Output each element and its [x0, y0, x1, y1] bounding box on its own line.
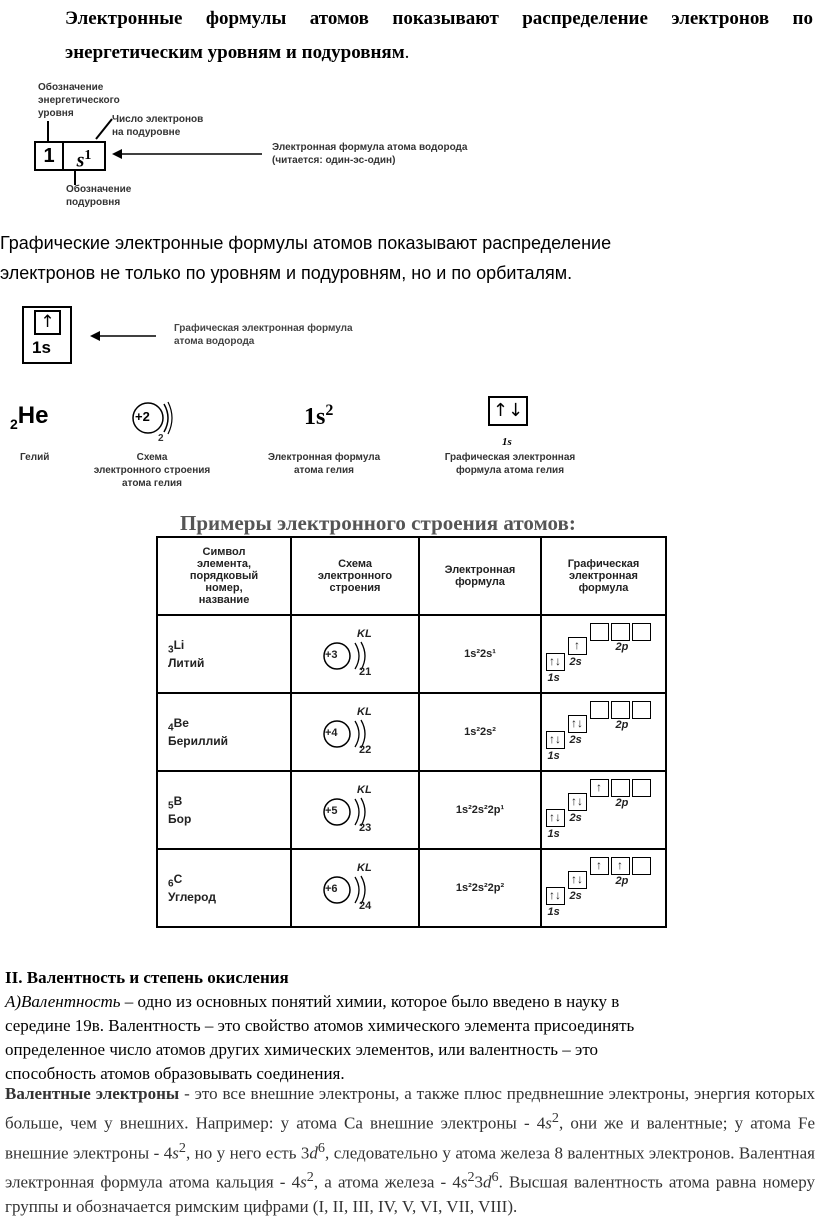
element-cell: $_3$Li Литий	[157, 615, 291, 693]
orbital-1s: ↑↓	[546, 887, 565, 905]
val-text-4: , следовательно у атома железа 8 валентных электронов. Валентная электронная формула атома кальция - 4	[5, 1143, 815, 1192]
helium-example	[0, 396, 816, 506]
examples-table	[156, 536, 667, 928]
graphic-cell	[541, 693, 666, 771]
val-text-6: 3	[474, 1172, 484, 1192]
diagram2-caption: Графическая электронная формула атома водорода	[174, 323, 353, 347]
table-row	[157, 615, 666, 693]
hydrogen-orbital-diagram	[0, 300, 816, 366]
scheme-cell: KL +3 21	[291, 615, 419, 693]
orbital-2p	[590, 623, 609, 641]
sublevel-label: Обозначение подуровня	[66, 184, 132, 208]
energy-level-label: Обозначение энергетического уровня	[38, 82, 120, 119]
orbital-caption-arrow	[90, 330, 156, 342]
electron-count-pointer	[92, 117, 116, 143]
intro-line-2: энергетическим уровням и подуровням	[65, 42, 405, 63]
label-2p: 2p	[615, 875, 629, 887]
def-line-1: – одно из основных понятий химии, которое было введено в науку в	[120, 992, 620, 1011]
helium-symbol: $_2$He	[10, 402, 49, 432]
orbital-2s: ↑	[568, 637, 587, 655]
val-text-7: . Высшая валентность атома равна номеру группы и обозначается римским цифрами (I, II, III, IV, V, VI, VII, VIII).	[5, 1172, 815, 1216]
def-line-3: определенное число атомов других химических элементов, или валентность – это	[5, 1040, 599, 1059]
label-1s: 1s	[547, 906, 560, 918]
table-row	[157, 693, 666, 771]
orbital-2p	[590, 701, 609, 719]
label-2s: 2s	[569, 734, 582, 746]
orbital-2p	[632, 779, 651, 797]
label-2p: 2p	[615, 797, 629, 809]
formula-cell: 1s²2s¹	[419, 615, 541, 693]
formula-cell: 1s²2s²2p¹	[419, 771, 541, 849]
orbital-1s: ↑↓	[546, 653, 565, 671]
def-line-4: способность атомов образовывать соединения.	[5, 1064, 345, 1083]
graphic-cell	[541, 849, 666, 927]
table-header-row	[157, 537, 666, 615]
orbital-2p	[611, 779, 630, 797]
formula-cell: 1s²2s²	[419, 693, 541, 771]
formula-count: 1	[84, 148, 92, 163]
orbital-label: 1s	[32, 338, 51, 357]
label-2s: 2s	[569, 656, 582, 668]
orbital-2p	[632, 623, 651, 641]
intro-line-1: Электронные формулы атомов показывают распределение электронов по	[65, 8, 813, 29]
helium-name: Гелий	[20, 452, 50, 463]
caption-arrow	[112, 147, 262, 161]
electron-formula-diagram	[0, 75, 816, 215]
helium-graphic-cell: ↑↓	[488, 396, 528, 426]
val-text-2: , они же и валентные; у атома Fe внешние электроны - 4	[5, 1113, 816, 1163]
label-1s: 1s	[547, 750, 560, 762]
orbital-2s: ↑↓	[568, 715, 587, 733]
orbital-1s: ↑↓	[546, 731, 565, 749]
helium-electron-count: 2	[158, 433, 164, 444]
examples-title: Примеры электронного строения атомов:	[180, 511, 576, 535]
formula-box	[34, 141, 106, 171]
orbital-2p: ↑	[611, 857, 630, 875]
electron-count-label: Число электронов на подуровне	[112, 114, 204, 138]
label-1s: 1s	[547, 672, 560, 684]
helium-graphic-label: 1s	[502, 436, 512, 448]
helium-scheme-caption: Схема электронного строения атома гелия	[93, 452, 211, 489]
label-2s: 2s	[569, 812, 582, 824]
orbital-2p	[611, 623, 630, 641]
valence-electrons-term: Валентные электроны	[5, 1084, 180, 1103]
orbital-2p: ↑	[590, 857, 609, 875]
valence-term: А)Валентность	[5, 992, 121, 1011]
header-scheme: Схема электронного строения	[291, 537, 419, 615]
element-cell: $_4$Be Бериллий	[157, 693, 291, 771]
helium-formula-caption: Электронная формула атома гелия	[267, 452, 381, 476]
label-2s: 2s	[569, 890, 582, 902]
label-1s: 1s	[547, 828, 560, 840]
orbital-2p	[632, 857, 651, 875]
label-2p: 2p	[615, 719, 629, 731]
element-cell: $_6$C Углерод	[157, 849, 291, 927]
orbital-2s: ↑↓	[568, 871, 587, 889]
val-text-3: , но у него есть 3	[185, 1143, 310, 1163]
orbital-2p	[632, 701, 651, 719]
graphic-formula-paragraph	[0, 228, 812, 288]
scheme-cell: KL +4 22	[291, 693, 419, 771]
header-symbol: Символ элемента, порядковый номер, название	[157, 537, 291, 615]
label-2p: 2p	[615, 641, 629, 653]
table-row	[157, 771, 666, 849]
orbital-2p: ↑	[590, 779, 609, 797]
up-arrow-cell: ↑	[34, 310, 61, 335]
valence-section	[5, 966, 810, 1086]
header-formula: Электронная формула	[419, 537, 541, 615]
para2-line-1: Графические электронные формулы атомов показывают распределение	[0, 233, 612, 253]
scheme-cell: KL +5 23	[291, 771, 419, 849]
orbital-2s: ↑↓	[568, 793, 587, 811]
def-line-2: середине 19в. Валентность – это свойство атомов химического элемента присоединять	[5, 1016, 635, 1035]
orbital-2p	[611, 701, 630, 719]
section-heading: II. Валентность и степень окисления	[5, 968, 289, 987]
intro-line-2-end: .	[404, 42, 410, 63]
formula-level: 1	[36, 143, 64, 169]
element-cell: $_5$B Бор	[157, 771, 291, 849]
valence-electrons-paragraph: Валентные электроны - это все внешние электроны, а также плюс предвнешние электроны, энергия которых больше, чем у внешних. Например: у атома Са внешние электроны - $4s^2$, они же и валентные; у атома Fe внешние электроны - $4s^2$, но у него есть $3d^6$, следовательно у атома железа 8 валентных электронов. Валентная электронная формула атома кальция - $4s^2$, а атома железа - $4s^23d^6$. Высшая валентность атома равна номеру группы и обозначается римским цифрами (I, II, III, IV, V, VI, VII, VIII).	[5, 1084, 816, 1216]
formula-cell: 1s²2s²2p²	[419, 849, 541, 927]
table-row	[157, 849, 666, 927]
header-graphic: Графическая электронная формула	[541, 537, 666, 615]
val-text-5: , а атома железа - 4	[313, 1172, 461, 1192]
scheme-cell: KL +6 24	[291, 849, 419, 927]
helium-charge: +2	[135, 409, 150, 424]
formula-sublevel: s	[76, 149, 85, 172]
val-text-1: - это все внешние электроны, а также плюс предвнешние электроны, энергия которых больше, чем у внешних. Например: у атома Са внешние электроны - 4	[5, 1084, 816, 1133]
graphic-cell	[541, 771, 666, 849]
orbital-1s: ↑↓	[546, 809, 565, 827]
energy-level-pointer	[47, 121, 49, 141]
graphic-cell	[541, 615, 666, 693]
para2-line-2: электронов не только по уровням и подуровням, но и по орбиталям.	[0, 263, 573, 283]
intro-paragraph	[65, 2, 813, 70]
helium-graphic-caption: Графическая электронная формула атома гелия	[444, 452, 576, 476]
diagram1-caption: Электронная формула атома водорода (читается: один-эс-один)	[272, 142, 468, 166]
helium-formula: $1s^2$	[304, 402, 334, 430]
